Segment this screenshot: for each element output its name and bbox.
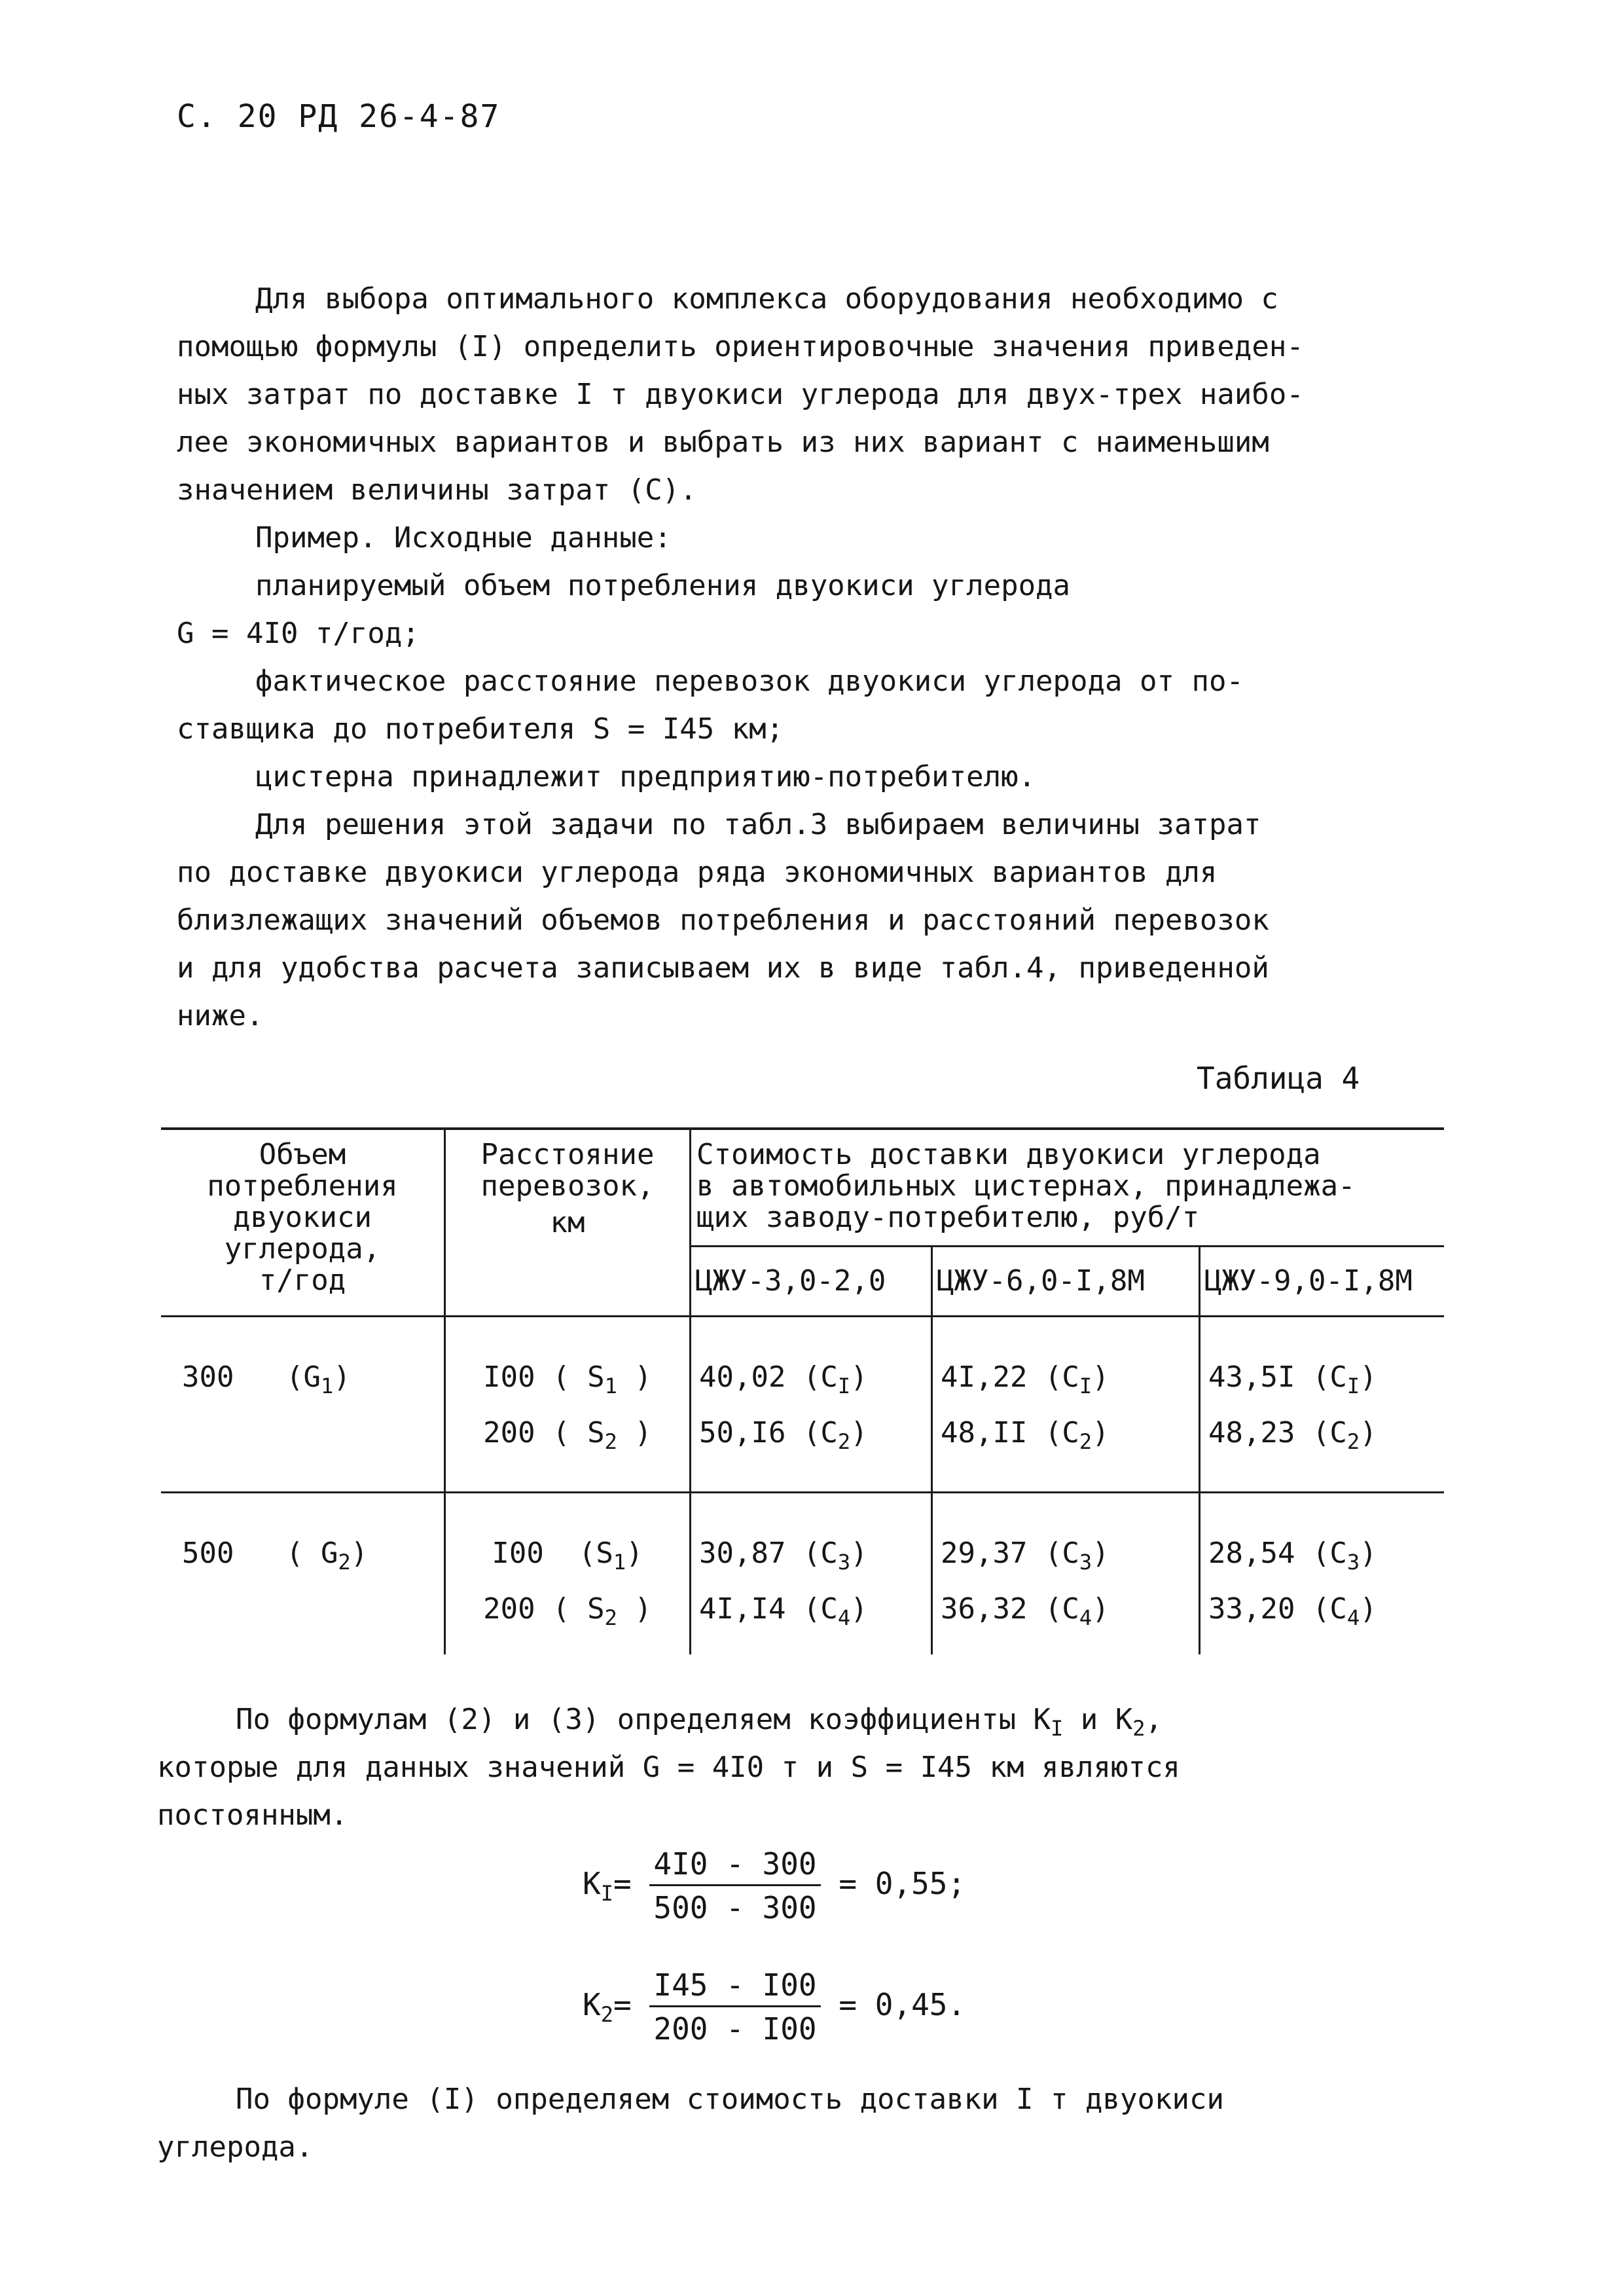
col-header-distance-line: км (550, 1206, 585, 1239)
cost-close: ) (1360, 1416, 1377, 1449)
cost-close: ) (1092, 1360, 1110, 1394)
cost-close: ) (1092, 1416, 1110, 1449)
solution-line: ниже. (177, 999, 264, 1032)
col-header-cost-line: щих заводу-потребителю, руб/т (696, 1201, 1200, 1234)
cost-close: ) (1092, 1592, 1110, 1626)
cost-line (941, 1530, 1199, 1586)
distance-index: 1 (604, 1374, 617, 1398)
cost-index: 3 (1346, 1550, 1360, 1575)
intro-line: лее экономичных вариантов и выбрать из них вариант с наименьшим (177, 426, 1269, 459)
distance-line (446, 1586, 689, 1641)
formula-denominator: 500 - 300 (653, 1890, 817, 1925)
distance-line (446, 1354, 689, 1410)
col-header-volume (161, 1129, 445, 1317)
cost-close: ) (1360, 1537, 1377, 1570)
given-volume: планируемый объем потребления двуокиси углерода (255, 569, 1071, 602)
formula-eq: = (613, 1866, 632, 1901)
intro-line: помощью формулы (I) определить ориентировочные значения приведен- (177, 330, 1304, 363)
formula-result: = 0,55; (839, 1866, 966, 1901)
intro-line: ных затрат по доставке I т двуокиси углерода для двух-трех наибо- (177, 378, 1304, 411)
solution-line: близлежащих значений объемов потребления и расстояний перевозок (177, 903, 1269, 937)
cost-value: 30,87 (C (699, 1537, 838, 1570)
cost-index: 2 (1079, 1429, 1092, 1454)
cost-index: 4 (1346, 1605, 1360, 1630)
given-tank: цистерна принадлежит предприятию-потребителю. (255, 760, 1036, 793)
volume-symbol: (G (285, 1360, 321, 1394)
cost-cell (932, 1493, 1200, 1655)
cost-index: I (1346, 1374, 1360, 1398)
intro-line: Для выбора оптимального комплекса оборудования необходимо с (255, 282, 1278, 316)
cost-value: 33,20 (C (1208, 1592, 1347, 1626)
coefficient-index: I (1051, 1716, 1064, 1741)
solution-line: по доставке двуокиси углерода ряда экономичных вариантов для (177, 856, 1218, 889)
volume-value: 500 (182, 1537, 234, 1570)
cost-line (699, 1586, 931, 1641)
cost-cell (932, 1317, 1200, 1493)
cost-close: ) (850, 1537, 868, 1570)
cost-close: ) (850, 1592, 868, 1626)
distance-index: 2 (604, 1429, 617, 1454)
col-header-distance-line: перевозок, (480, 1169, 655, 1203)
cost-line (941, 1410, 1199, 1465)
cost-cell (1200, 1493, 1445, 1655)
cost-cell (691, 1493, 932, 1655)
cost-line (1208, 1530, 1444, 1586)
col-header-volume-line: углерода, (224, 1232, 381, 1266)
col-header-cost (691, 1129, 1445, 1247)
given-distance: фактическое расстояние перевозок двуокиси углерода от по- (255, 665, 1244, 698)
solution-line: и для удобства расчета записываем их в виде табл.4, приведенной (177, 951, 1269, 985)
cost-value: 43,5I (C (1208, 1360, 1347, 1394)
cost-value: 36,32 (C (941, 1592, 1079, 1626)
distance-symbol: (S (578, 1537, 613, 1570)
cost-index: 2 (1346, 1429, 1360, 1454)
volume-cell: 300 $(G_1)$ (182, 1360, 351, 1398)
col-header-tank-3: ЦЖУ-9,0-I,8М (1200, 1247, 1445, 1317)
coefficients-text: По формулам (2) и (3) определяем коэффициенты K (236, 1703, 1051, 1736)
col-header-tank-2: ЦЖУ-6,0-I,8М (932, 1247, 1200, 1317)
distance-close: ) (617, 1592, 652, 1626)
cost-cell (691, 1317, 932, 1493)
coefficients-line-3: постоянным. (157, 1798, 348, 1832)
formula-index: 2 (600, 2002, 613, 2027)
col-header-volume-line: двуокиси (233, 1201, 372, 1234)
cost-line (941, 1354, 1199, 1410)
cost-value: 50,I6 (C (699, 1416, 838, 1449)
cost-close: ) (1360, 1592, 1377, 1626)
cost-index: 3 (1079, 1550, 1092, 1575)
closing-line-2: углерода. (157, 2130, 314, 2164)
cost-index: 2 (837, 1429, 851, 1454)
volume-value: 300 (182, 1360, 234, 1394)
cost-value: 28,54 (C (1208, 1537, 1347, 1570)
volume-index: 1 (320, 1374, 334, 1398)
formula-k1 (583, 1846, 965, 1925)
distance-symbol: ( S (552, 1416, 605, 1449)
given-volume-value: G = 4I0 т/год; (177, 617, 420, 650)
col-header-distance-line: Расстояние (480, 1138, 655, 1171)
cost-line (699, 1530, 931, 1586)
formula-denominator: 200 - I00 (653, 2011, 817, 2047)
distance-line (446, 1410, 689, 1465)
distance-value: I00 (492, 1537, 544, 1570)
cost-value: 29,37 (C (941, 1537, 1079, 1570)
formula-index: I (600, 1881, 613, 1906)
distance-value: 200 (483, 1592, 535, 1626)
intro-paragraph (177, 275, 1304, 1040)
distance-cell (445, 1317, 691, 1493)
volume-index: 2 (338, 1550, 351, 1575)
col-header-cost-line: в автомобильных цистернах, принадлежа- (696, 1169, 1356, 1203)
closing-line-1: По формуле (I) определяем стоимость доставки I т двуокиси (236, 2083, 1224, 2116)
cost-line (699, 1410, 931, 1465)
formula-fraction (649, 1846, 820, 1925)
formula-k2 (583, 1967, 965, 2047)
distance-symbol: ( S (552, 1592, 605, 1626)
cost-line (1208, 1410, 1444, 1465)
cost-line (699, 1354, 931, 1410)
cost-index: I (1079, 1374, 1092, 1398)
given-distance-value: ставщика до потребителя S = I45 км; (177, 712, 784, 746)
coefficient-index: 2 (1132, 1716, 1146, 1741)
example-title: Пример. Исходные данные: (255, 521, 672, 555)
table-row (161, 1317, 1444, 1493)
volume-symbol: ( G (285, 1537, 338, 1570)
formula-numerator: I45 - I00 (649, 1967, 820, 2007)
distance-value: I00 (483, 1360, 535, 1394)
cost-close: ) (850, 1416, 868, 1449)
page-header: С. 20 РД 26-4-87 (177, 98, 501, 135)
cost-cell (1200, 1317, 1445, 1493)
cost-index: I (837, 1374, 851, 1398)
distance-index: 2 (604, 1605, 617, 1630)
distance-symbol: ( S (552, 1360, 605, 1394)
solution-line: Для решения этой задачи по табл.3 выбираем величины затрат (255, 808, 1261, 841)
col-header-cost-line: Стоимость доставки двуокиси углерода (696, 1138, 1321, 1171)
cost-index: 3 (837, 1550, 851, 1575)
cost-value: 4I,I4 (C (699, 1592, 838, 1626)
cost-value: 40,02 (C (699, 1360, 838, 1394)
cost-line (1208, 1586, 1444, 1641)
table-row (161, 1493, 1444, 1655)
formula-fraction (649, 1967, 820, 2047)
cost-line (941, 1586, 1199, 1641)
formula-numerator: 4I0 - 300 (649, 1846, 820, 1886)
intro-line: значением величины затрат (С). (177, 473, 697, 507)
col-header-distance (445, 1129, 691, 1317)
distance-value: 200 (483, 1416, 535, 1449)
distance-close: ) (617, 1416, 652, 1449)
volume-cell: 500 ( $G_2$) (161, 1493, 445, 1655)
col-header-volume-line: т/год (259, 1264, 346, 1297)
coefficients-text: и K (1063, 1703, 1133, 1736)
cost-close: ) (1360, 1360, 1377, 1394)
cost-value: 48,II (C (941, 1416, 1079, 1449)
formula-eq: = (613, 1987, 632, 2022)
col-header-tank-1: ЦЖУ-3,0-2,0 (691, 1247, 932, 1317)
formula-result: = 0,45. (839, 1987, 966, 2022)
coefficients-line-2: которые для данных значений G = 4I0 т и S = I45 км являются (157, 1751, 1180, 1784)
distance-index: 1 (613, 1550, 626, 1575)
col-header-volume-line: потребления (207, 1169, 398, 1203)
cost-table (161, 1127, 1444, 1654)
formula-lhs: K (583, 1866, 601, 1901)
distance-cell (445, 1493, 691, 1655)
cost-index: 4 (837, 1605, 851, 1630)
cost-value: 4I,22 (C (941, 1360, 1079, 1394)
coefficients-text: , (1145, 1703, 1163, 1736)
formula-lhs: K (583, 1987, 601, 2022)
cost-index: 4 (1079, 1605, 1092, 1630)
table-caption: Таблица 4 (1197, 1061, 1360, 1096)
col-header-volume-line: Объем (259, 1138, 346, 1171)
distance-close: ) (626, 1537, 643, 1570)
cost-line (1208, 1354, 1444, 1410)
cost-close: ) (850, 1360, 868, 1394)
distance-line (446, 1530, 689, 1586)
cost-close: ) (1092, 1537, 1110, 1570)
distance-close: ) (617, 1360, 652, 1394)
cost-value: 48,23 (C (1208, 1416, 1347, 1449)
